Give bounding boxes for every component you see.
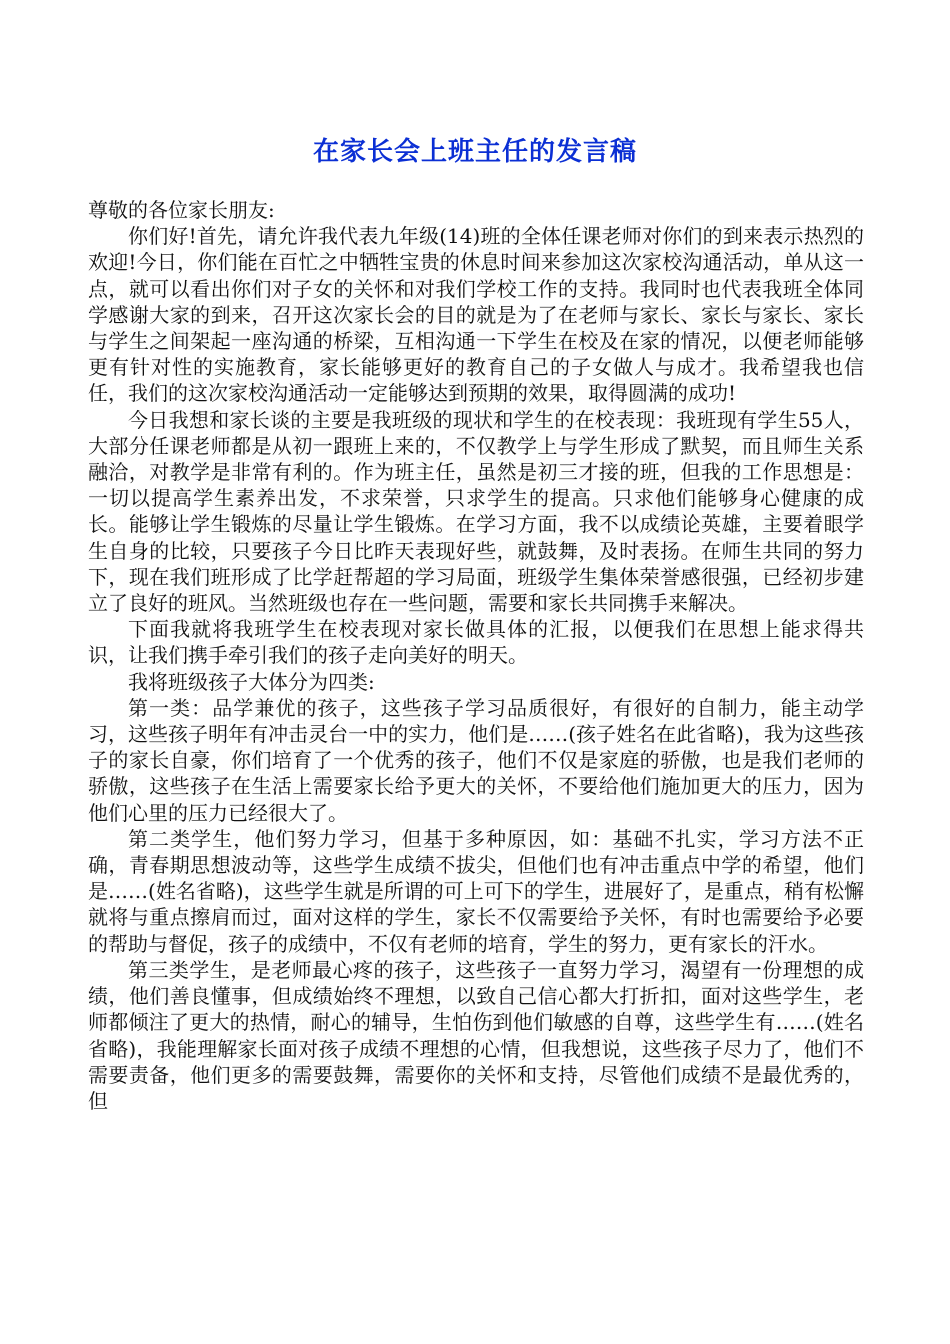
paragraph-greeting: 你们好!首先，请允许我代表九年级(14)班的全体任课老师对你们的到来表示热烈的欢迎!今日，你们能在百忙之中牺牲宝贵的休息时间来参加这次家校沟通活动，单从这一点，就可以看出你们对子女的关怀和对我们学校工作的支持。我同时也代表我班全体同学感谢大家的到来，召开这次家长会的目的就是为了在老师与家长、家长与家长、家长与学生之间架起一座沟通的桥梁，互相沟通一下学生在校及在家的情况，以便老师能够更有针对性的实施教育，家长能够更好的教育自己的子女做人与成才。我希望我也信任，我们的这次家校沟通活动一定能够达到预期的效果，取得圆满的成功! (88, 224, 864, 406)
paragraph-four-types: 我将班级孩子大体分为四类: (128, 669, 375, 694)
paragraph-type-one: 第一类：品学兼优的孩子，这些孩子学习品质很好，有很好的自制力，能主动学习，这些孩子明年有冲击灵台一中的实力，他们是……(孩子姓名在此省略)，我为这些孩子的家长自豪，你们培育了一个优秀的孩子，他们不仅是家庭的骄傲，也是我们老师的骄傲，这些孩子在生活上需要家长给予更大的关怀，不要给他们施加更大的压力，因为他们心里的压力已经很大了。 (88, 695, 864, 825)
document-body (88, 197, 864, 1114)
salutation: 尊敬的各位家长朋友: (88, 198, 275, 222)
paragraph-report-intro: 下面我就将我班学生在校表现对家长做具体的汇报，以便我们在思想上能求得共识，让我们携手牵引我们的孩子走向美好的明天。 (88, 617, 864, 668)
document-title: 在家长会上班主任的发言稿 (312, 137, 637, 167)
paragraph-type-three: 第三类学生，是老师最心疼的孩子，这些孩子一直努力学习，渴望有一份理想的成绩，他们善良懂事，但成绩始终不理想，以致自己信心都大打折扣，面对这些学生，老师都倾注了更大的热情，耐心的辅导，生怕伤到他们敏感的自尊，这些学生有……(姓名省略)，我能理解家长面对孩子成绩不理想的心情，但我想说，这些孩子尽力了，他们不需要责备，他们更多的需要鼓舞，需要你的关怀和支持，尽管他们成绩不是最优秀的，但 (88, 957, 864, 1113)
paragraph-class-status: 今日我想和家长谈的主要是我班级的现状和学生的在校表现：我班现有学生55人，大部分任课老师都是从初一跟班上来的，不仅教学上与学生形成了默契，而且师生关系融洽，对教学是非常有利的。作为班主任，虽然是初三才接的班，但我的工作思想是：一切以提高学生素养出发，不求荣誉，只求学生的提高。只求他们能够身心健康的成长。能够让学生锻炼的尽量让学生锻炼。在学习方面，我不以成绩论英雄，主要着眼学生自身的比较，只要孩子今日比昨天表现好些，就鼓舞，及时表扬。在师生共同的努力下，现在我们班形成了比学赶帮超的学习局面，班级学生集体荣誉感很强，已经初步建立了良好的班风。当然班级也存在一些问题，需要和家长共同携手来解决。 (88, 407, 864, 616)
paragraph-type-two: 第二类学生，他们努力学习，但基于多种原因，如：基础不扎实，学习方法不正确，青春期思想波动等，这些学生成绩不拔尖，但他们也有冲击重点中学的希望，他们是……(姓名省略)，这些学生就是所谓的可上可下的学生，进展好了，是重点，稍有松懈就将与重点擦肩而过，面对这样的学生，家长不仅需要给予关怀，有时也需要给予必要的帮助与督促，孩子的成绩中，不仅有老师的培育，学生的努力，更有家长的汗水。 (88, 826, 864, 956)
